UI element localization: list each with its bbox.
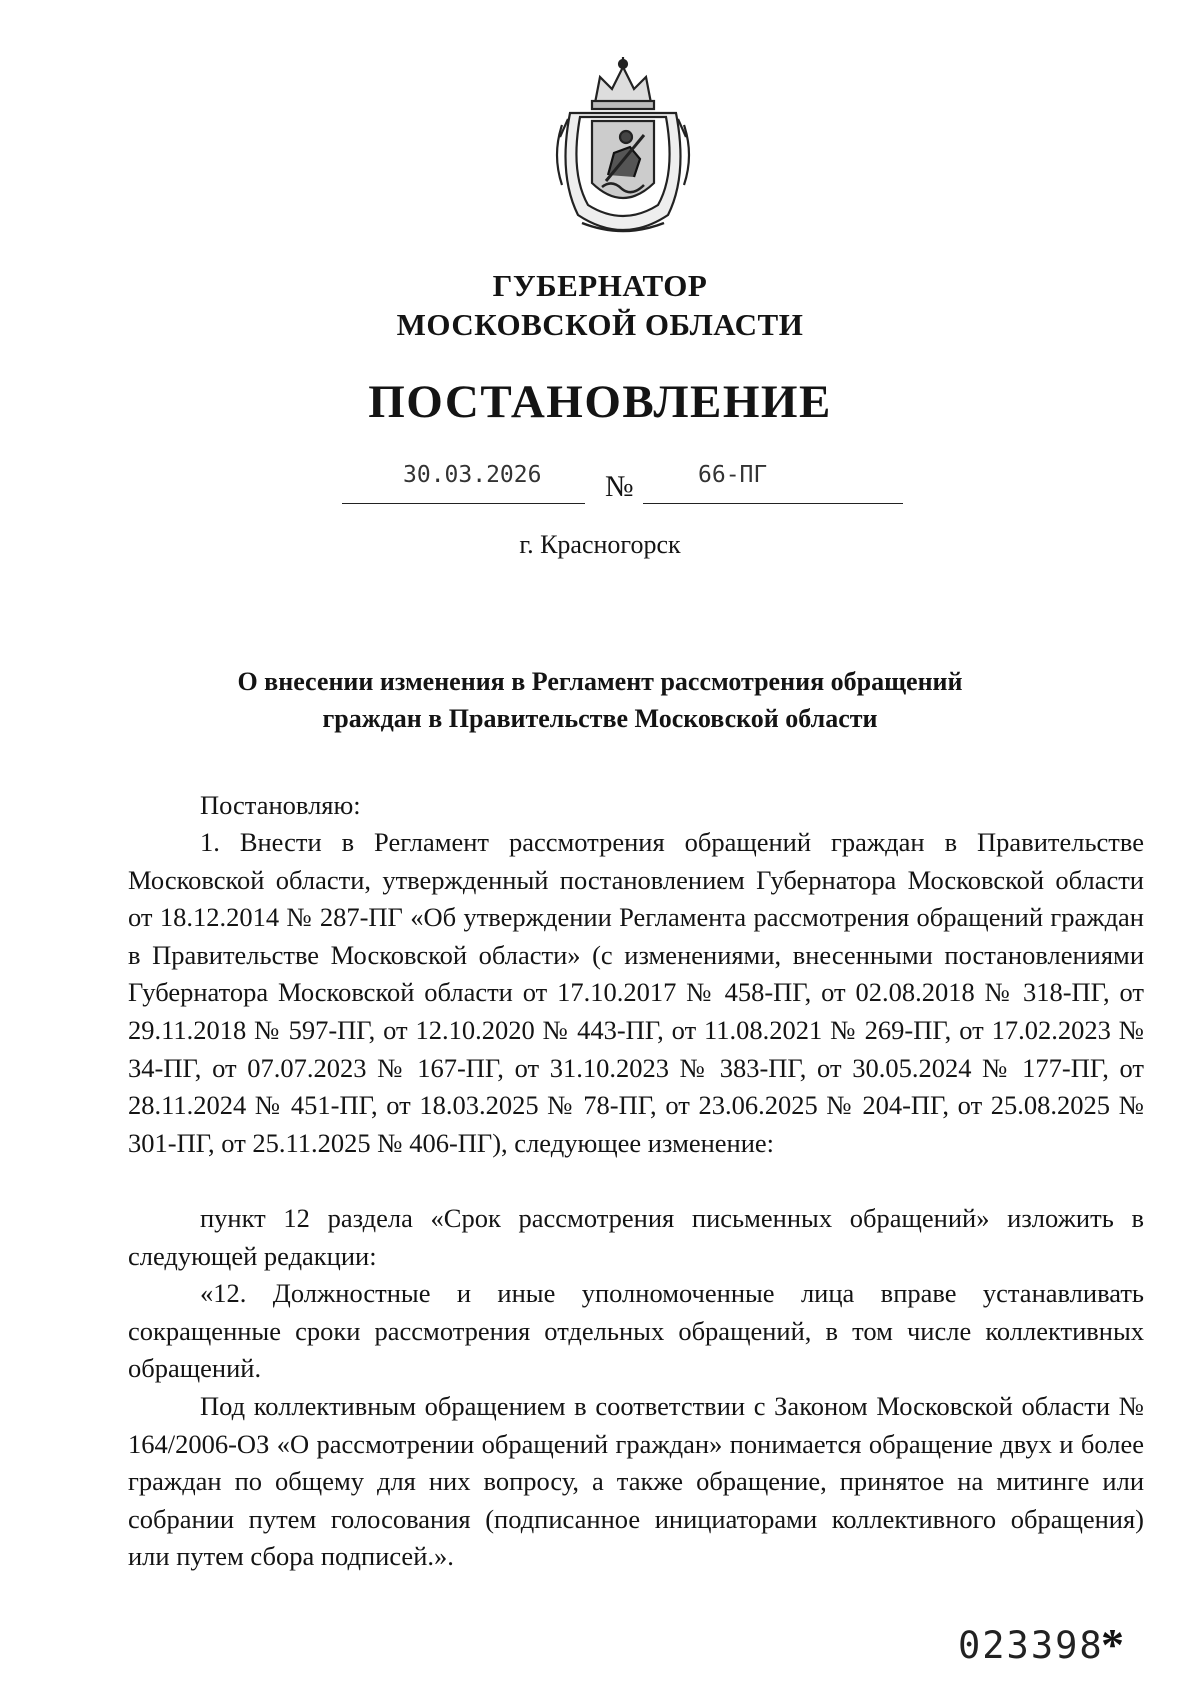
serial-mark: * <box>1101 1619 1124 1670</box>
serial-number: 023398 <box>958 1624 1104 1667</box>
intro-paragraph: Постановляю: <box>200 790 361 820</box>
city: г. Красногорск <box>519 530 681 559</box>
point-12-text-paragraph: «12. Должностные и иные уполномоченные лица вправе устанавливать сокращенные сроки рассмотрения отдельных обращений, в том числе коллективных обращений. <box>128 1278 1144 1384</box>
decree-number: 66-ПГ <box>698 462 768 488</box>
title-line-2: граждан в Правительстве Московской области <box>322 704 878 733</box>
point-12-intro-paragraph: пункт 12 раздела «Срок рассмотрения письменных обращений» изложить в следующей редакции: <box>128 1203 1144 1271</box>
date-underline <box>342 503 585 504</box>
decree-date: 30.03.2026 <box>403 462 542 488</box>
number-underline <box>643 503 903 504</box>
authority-line-2: МОСКОВСКОЙ ОБЛАСТИ <box>396 307 804 342</box>
decree-title <box>0 663 1200 737</box>
number-sign: № <box>605 470 634 503</box>
collective-definition-paragraph: Под коллективным обращением в соответствии с Законом Московской области № 164/2006-ОЗ «О рассмотрении обращений граждан» понимается обращение двух и более граждан по общему для них вопросу, а также обращение, принятое на митинге или собрании путем голосования (подписанное инициаторами коллективного обращения) или путем сбора подписей.». <box>128 1391 1144 1572</box>
item-1-paragraph: 1. Внести в Регламент рассмотрения обращений граждан в Правительстве Московской области, утвержденный постановлением Губернатора Московской области от 18.12.2014 № 287-ПГ «Об утверждении Регламента рассмотрения обращений граждан в Правительстве Московской области» (с изменениями, внесенными постановлениями Губернатора Московской области от 17.10.2017 № 458-ПГ, от 02.08.2018 № 318-ПГ, от 29.11.2018 № 597-ПГ, от 12.10.2020 № 443-ПГ, от 11.08.2021 № 269-ПГ, от 17.02.2023 № 34-ПГ, от 07.07.2023 № 167-ПГ, от 31.10.2023 № 383-ПГ, от 30.05.2024 № 177-ПГ, от 28.11.2024 № 451-ПГ, от 18.03.2025 № 78-ПГ, от 23.06.2025 № 204-ПГ, от 25.08.2025 № 301-ПГ, от 25.11.2025 № 406-ПГ), следующее изменение: <box>128 827 1144 1158</box>
title-line-1: О внесении изменения в Регламент рассмотрения обращений <box>237 667 963 696</box>
coat-of-arms-icon <box>548 55 698 240</box>
authority-line-1: ГУБЕРНАТОР <box>492 268 708 303</box>
document-type: ПОСТАНОВЛЕНИЕ <box>368 376 832 428</box>
